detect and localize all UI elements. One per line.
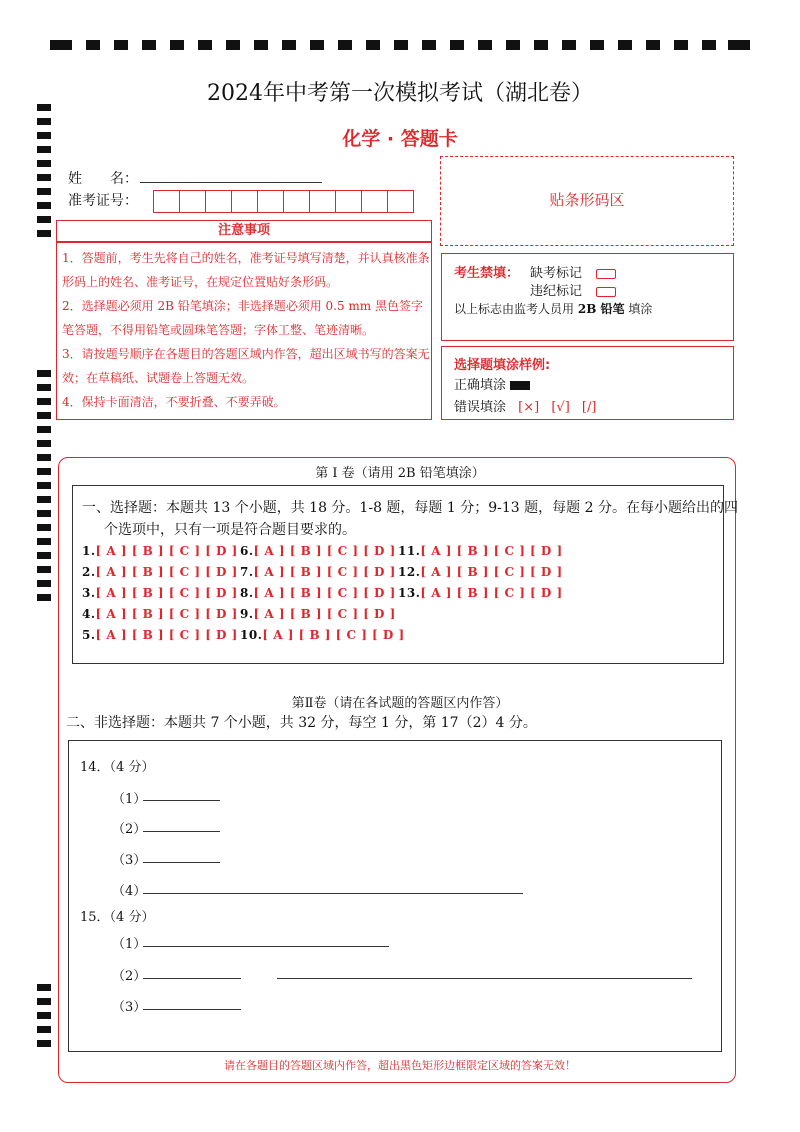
q-number: 4. (82, 607, 96, 621)
choice-row[interactable] (240, 607, 396, 621)
q-number: 12. (398, 565, 421, 579)
answer-blank[interactable] (143, 978, 241, 979)
q-number: 6. (240, 544, 254, 558)
q-options[interactable]: [ A ] [ B ] [ C ] [ D ] (420, 544, 563, 558)
filled-mark (510, 381, 530, 390)
q-options[interactable]: [ A ] [ B ] [ C ] [ D ] (253, 586, 396, 600)
q15-sub: （2） (112, 969, 147, 984)
answer-blank[interactable] (143, 946, 389, 947)
footer-warning: 请在各题目的答题区域内作答，超出黑色矩形边框限定区域的答案无效！ (224, 1059, 576, 1072)
q-number: 11. (398, 544, 421, 558)
part2-intro: 二、非选择题：本题共 7 个小题，共 32 分，每空 1 分，第 17（2）4 分。 (66, 715, 537, 731)
notice-item: 3．请按题号顺序在各题目的答题区域内作答，超出区域书写的答案无效；在草稿纸、试题卷上答题无效。 (62, 347, 430, 385)
choice-row[interactable] (240, 544, 396, 558)
choice-row[interactable] (82, 607, 238, 621)
wrong-mark: [√] (551, 400, 570, 415)
forbidden-note (454, 300, 652, 317)
q-number: 9. (240, 607, 254, 621)
q-options[interactable]: [ A ] [ B ] [ C ] [ D ] (253, 565, 396, 579)
barcode-label: 贴条形码区 (549, 191, 625, 209)
q15-sub: （1） (112, 937, 147, 952)
choice-row[interactable] (82, 565, 238, 579)
q-number: 13. (398, 586, 421, 600)
page-title: 2024年中考第一次模拟考试（湖北卷） (207, 81, 593, 106)
answer-blank[interactable] (277, 978, 692, 979)
answer-blank[interactable] (143, 800, 220, 801)
sample-box (441, 346, 734, 420)
choice-row[interactable] (82, 628, 238, 642)
violation-label: 违纪标记 (530, 284, 583, 299)
q-number: 3. (82, 586, 96, 600)
wrong-mark: [×] (518, 400, 540, 415)
q-options[interactable]: [ A ] [ B ] [ C ] [ D ] (253, 607, 396, 621)
name-label: 姓 名： (68, 171, 138, 187)
note-bold: 2B 铅笔 (577, 302, 625, 316)
q14-sub: （4） (112, 884, 147, 899)
q14-sub: （1） (112, 792, 147, 807)
q15-sub: （3） (112, 1000, 147, 1015)
wrong-mark: [/] (581, 400, 597, 415)
subject-title: 化学 · 答题卡 (342, 128, 458, 150)
notice-title: 注意事项 (217, 223, 270, 238)
choice-row[interactable] (398, 544, 563, 558)
q14-sub: （3） (112, 853, 147, 868)
answer-blank[interactable] (143, 831, 220, 832)
violation-mark[interactable] (530, 280, 616, 299)
choice-intro-2: 个选项中，只有一项是符合题目要求的。 (104, 522, 356, 538)
q-number: 1. (82, 544, 96, 558)
q-number: 10. (240, 628, 263, 642)
q-options[interactable]: [ A ] [ B ] [ C ] [ D ] (253, 544, 396, 558)
q-options[interactable]: [ A ] [ B ] [ C ] [ D ] (95, 607, 238, 621)
absent-mark[interactable] (530, 262, 616, 281)
name-field[interactable] (140, 182, 322, 183)
notice-item: 1．答题前，考生先将自己的姓名，准考证号填写清楚，并认真核准条形码上的姓名、准考证号，在规定位置贴好条形码。 (62, 251, 430, 289)
exam-marks-box (441, 253, 734, 341)
id-label: 准考证号： (68, 193, 138, 209)
part1-heading: 第 I 卷（请用 2B 铅笔填涂） (315, 466, 485, 481)
sample-title: 选择题填涂样例: (454, 358, 551, 373)
notice-item: 4．保持卡面清洁，不要折叠、不要弄破。 (62, 395, 286, 409)
absent-label: 缺考标记 (530, 266, 583, 281)
wrong-sample (454, 396, 596, 415)
forbidden-title: 考生禁填： (454, 266, 520, 281)
q-number: 8. (240, 586, 254, 600)
q-number: 2. (82, 565, 96, 579)
q-options[interactable]: [ A ] [ B ] [ C ] [ D ] (95, 565, 238, 579)
q14-sub: （2） (112, 822, 147, 837)
answer-blank[interactable] (143, 893, 523, 894)
notice-title-box (56, 220, 432, 242)
q15-label: 15．（4 分） (80, 910, 155, 925)
correct-label: 正确填涂 (454, 378, 507, 393)
choice-row[interactable] (240, 628, 405, 642)
q14-label: 14．（4 分） (80, 760, 155, 775)
q-options[interactable]: [ A ] [ B ] [ C ] [ D ] (95, 544, 238, 558)
timing-marks-top (50, 38, 750, 50)
correct-sample (454, 374, 530, 393)
choice-row[interactable] (240, 586, 396, 600)
q-number: 5. (82, 628, 96, 642)
choice-intro: 一、选择题：本题共 13 个小题，共 18 分。1-8 题，每题 1 分；9-13 题，每题 2 分。在每小题给出的四 (82, 500, 738, 516)
choice-row[interactable] (82, 586, 238, 600)
choice-row[interactable] (82, 544, 238, 558)
answer-blank[interactable] (143, 862, 220, 863)
violation-box[interactable] (596, 287, 616, 297)
choice-row[interactable] (240, 565, 396, 579)
notice-item: 2．选择题必须用 2B 铅笔填涂；非选择题必须用 0.5 mm 黑色签字笔答题，不得用铅笔或圆珠笔答题；字体工整、笔迹清晰。 (62, 299, 424, 337)
q-options[interactable]: [ A ] [ B ] [ C ] [ D ] (420, 565, 563, 579)
wrong-label: 错误填涂 (454, 400, 507, 415)
q-options[interactable]: [ A ] [ B ] [ C ] [ D ] (262, 628, 405, 642)
q-number: 7. (240, 565, 254, 579)
choice-row[interactable] (398, 586, 563, 600)
choice-row[interactable] (398, 565, 563, 579)
answer-blank[interactable] (143, 1009, 241, 1010)
note-text: 以上标志由监考人员用 (454, 302, 575, 316)
absent-box[interactable] (596, 269, 616, 279)
barcode-area (440, 156, 734, 246)
q-options[interactable]: [ A ] [ B ] [ C ] [ D ] (420, 586, 563, 600)
written-answer-box (68, 740, 722, 1052)
part2-heading: 第Ⅱ卷（请在各试题的答题区内作答） (291, 696, 509, 711)
q-options[interactable]: [ A ] [ B ] [ C ] [ D ] (95, 628, 238, 642)
note-text: 填涂 (628, 302, 653, 316)
q-options[interactable]: [ A ] [ B ] [ C ] [ D ] (95, 586, 238, 600)
